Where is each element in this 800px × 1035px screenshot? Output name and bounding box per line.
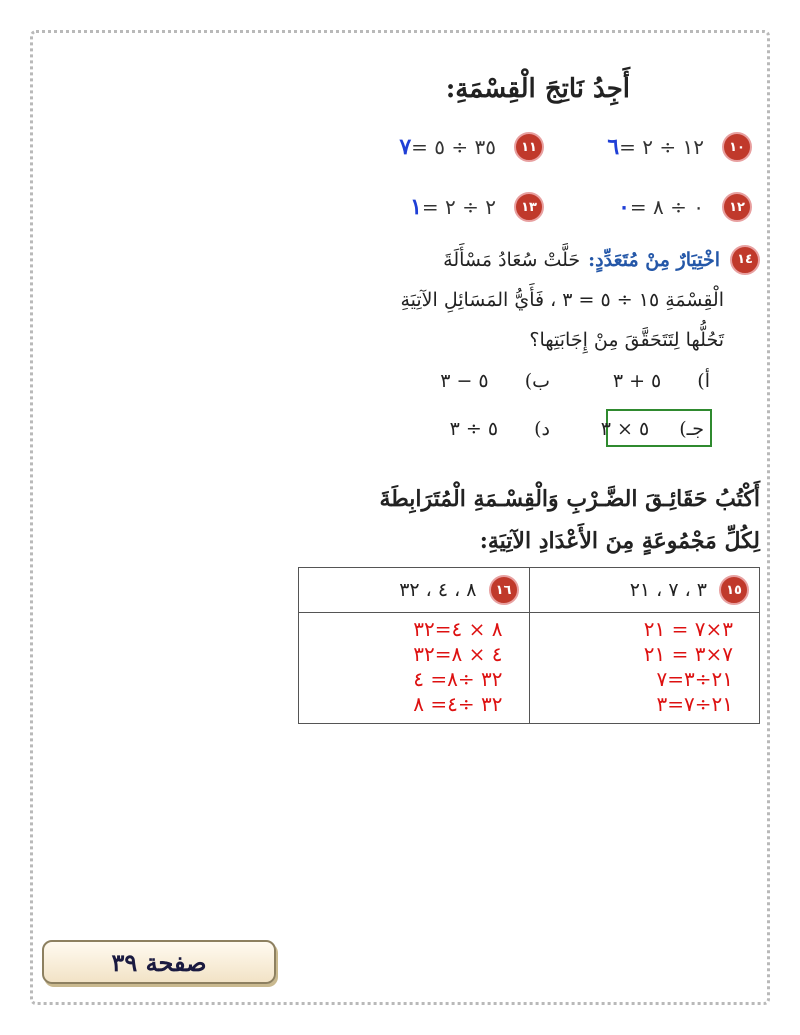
set-15-facts (529, 613, 760, 724)
problem-number-badge: ١٣ (514, 192, 544, 222)
page-number-tag: صفحة ٣٩ (42, 940, 276, 984)
question-text-line-2: الْقِسْمَةِ ١٥ ÷ ٥ = ٣ ، فَأَيُّ المَسَائِلِ الآتِيَةِ (400, 289, 724, 311)
problem-number-badge: ١١ (514, 132, 544, 162)
option-a[interactable] (613, 370, 710, 392)
fact-line: ٣٢ ÷٨= ٤ (413, 667, 503, 691)
option-expression: ٥ − ٣ (440, 370, 489, 392)
fact-line: ٧×٣ = ٢١ (643, 642, 733, 666)
option-c[interactable] (601, 418, 704, 440)
problem-number-badge: ١٥ (719, 575, 749, 605)
problem-expression: ٢ ÷ ٢ = (421, 195, 496, 219)
problem-11 (397, 131, 544, 163)
set-16-facts (299, 613, 530, 724)
option-expression: ٥ ÷ ٣ (449, 418, 499, 440)
fact-line: ٢١÷٧=٣ (656, 692, 733, 716)
fact-line: ٨ × ٤=٣٢ (413, 617, 503, 641)
problem-expression: ٣٥ ÷ ٥ = (411, 135, 496, 159)
facts-table (298, 567, 760, 724)
fact-line: ٢١÷٣=٧ (656, 667, 733, 691)
option-label: جـ) (679, 418, 704, 440)
problem-number-badge: ١٠ (722, 132, 752, 162)
fact-line: ٣×٧ = ٢١ (643, 617, 733, 641)
problem-answer: ١ (410, 194, 422, 220)
problem-expression: ٠ ÷ ٨ = (629, 195, 704, 219)
question-text-line-3: تَحُلُّها لِتَتَحَقَّقَ مِنْ إِجَابَتِها؟ (529, 329, 724, 351)
question-text-line-1: حَلَّتْ سُعَادُ مَسْأَلَةَ (443, 249, 581, 271)
option-expression: ٥ + ٣ (612, 370, 662, 392)
option-label: ب) (524, 370, 550, 392)
problem-number-badge: ١٦ (489, 575, 519, 605)
problem-answer: ٧ (399, 134, 412, 160)
fact-line: ٣٢ ÷٤= ٨ (413, 692, 503, 716)
problem-answer: ٠ (618, 194, 630, 220)
option-label: أ) (697, 370, 710, 392)
section-heading: أَجِدُ نَاتِجَ الْقِسْمَةِ: (445, 74, 630, 104)
set-16-header (299, 568, 530, 613)
question-title: اخْتِيَارٌ مِنْ مُتَعَدِّدٍ: (588, 249, 720, 271)
problem-10 (605, 131, 752, 163)
facts-heading: أَكْتُبُ حَقَائِـقَ الضَّـرْبِ وَالْقِسْـمَةِ الْمُتَرَابِطَةَ لِكُلِّ مَجْمُوعَةٍ مِنَ الأَعْدَادِ الآتِيَةِ: (379, 486, 760, 554)
problem-answer: ٦ (607, 134, 620, 160)
number-set: ٣ ، ٧ ، ٢١ (629, 579, 707, 601)
option-d[interactable] (450, 418, 550, 440)
number-set: ٨ ، ٤ ، ٣٢ (399, 579, 477, 601)
fact-line: ٤ × ٨=٣٢ (413, 642, 503, 666)
problem-12 (616, 191, 752, 223)
option-expression: ٥ × ٣ (600, 418, 650, 440)
problem-number-badge: ١٢ (722, 192, 752, 222)
option-b[interactable] (440, 370, 550, 392)
option-label: د) (534, 418, 550, 440)
problem-13 (408, 191, 544, 223)
question-14 (360, 240, 760, 360)
problem-expression: ١٢ ÷ ٢ = (619, 135, 704, 159)
problem-number-badge: ١٤ (730, 245, 760, 275)
set-15-header (529, 568, 760, 613)
